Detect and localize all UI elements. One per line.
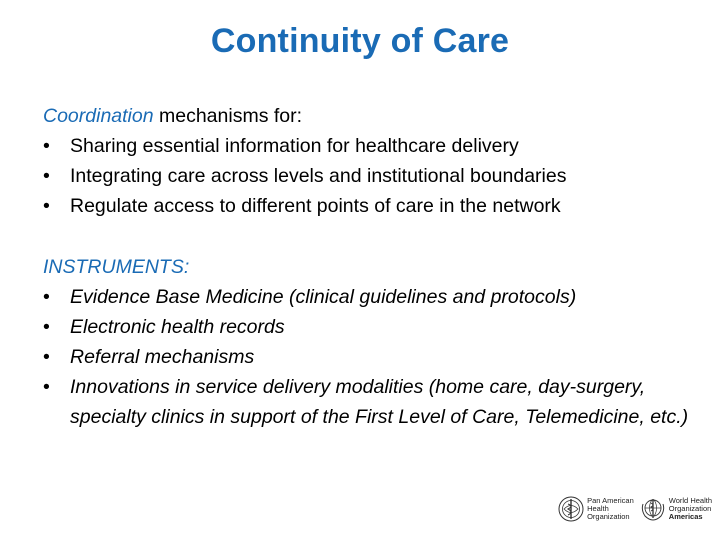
who-line3: Americas (668, 512, 703, 521)
paho-logo (558, 496, 634, 522)
footer-logos (558, 492, 712, 526)
bullet-icon: • (43, 316, 50, 338)
paho-emblem-icon (558, 496, 584, 522)
who-logo (640, 496, 712, 522)
coordination-lead-rest: mechanisms for: (153, 105, 303, 127)
bullet-icon: • (43, 195, 50, 217)
bullet-icon: • (43, 165, 50, 187)
list-item (43, 282, 693, 312)
who-line2: Organization (668, 504, 712, 513)
paho-line1: Pan American (587, 496, 634, 505)
list-item (43, 131, 693, 161)
paho-line2: Health (587, 504, 609, 513)
list-item (43, 342, 693, 372)
who-logo-text (669, 497, 712, 521)
bullet-text: Referral mechanisms (70, 346, 255, 368)
bullet-text: Regulate access to different points of care in the network (70, 195, 561, 217)
bullet-text: Innovations in service delivery modalities (home care, day-surgery, specialty clinics in support of the First Level of Care, Telemedicine, etc.) (70, 376, 689, 428)
coordination-lead (43, 101, 693, 131)
instruments-bullet-list (43, 282, 693, 432)
bullet-text: Sharing essential information for healthcare delivery (70, 135, 519, 157)
bullet-icon: • (43, 376, 50, 398)
bullet-icon: • (43, 286, 50, 308)
paho-line3: Organization (587, 512, 630, 521)
coordination-bullet-list (43, 131, 693, 221)
slide-title: Continuity of Care (210, 22, 510, 60)
bullet-icon: • (43, 135, 50, 157)
bullet-icon: • (43, 346, 50, 368)
coordination-section (43, 101, 693, 221)
who-emblem-icon (640, 496, 666, 522)
instruments-heading: INSTRUMENTS: (43, 256, 190, 278)
bullet-text: Integrating care across levels and institutional boundaries (70, 165, 567, 187)
instruments-section (43, 252, 693, 432)
paho-logo-text (587, 497, 634, 521)
coordination-lead-word: Coordination (43, 105, 154, 127)
list-item (43, 312, 693, 342)
bullet-text: Electronic health records (70, 316, 285, 338)
list-item (43, 372, 693, 432)
bullet-text: Evidence Base Medicine (clinical guidelines and protocols) (70, 286, 577, 308)
list-item (43, 161, 693, 191)
list-item (43, 191, 693, 221)
who-line1: World Health (668, 496, 712, 505)
